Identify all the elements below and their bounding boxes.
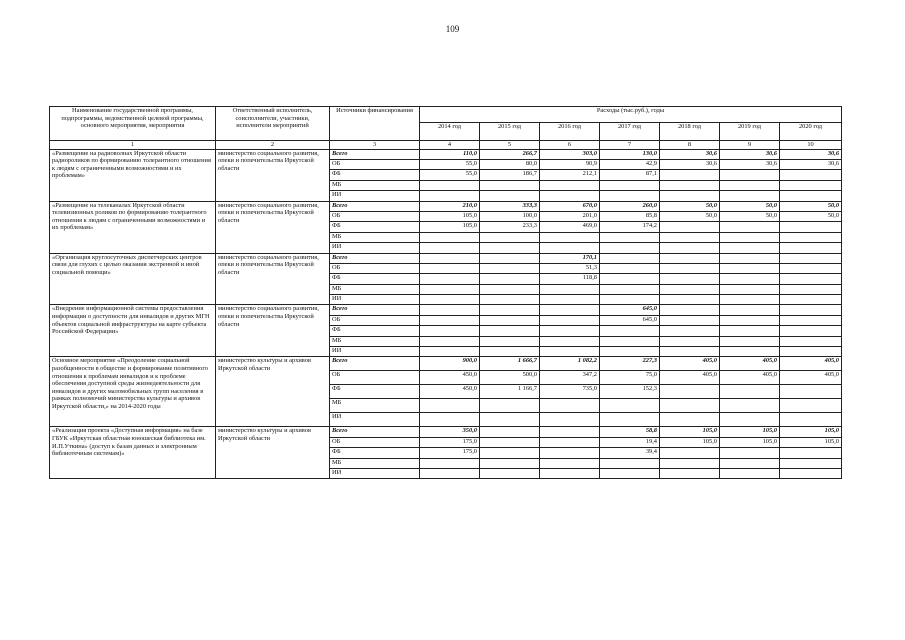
expense-value: 266,7: [480, 149, 540, 159]
expense-value: 90,9: [540, 159, 600, 169]
expense-value: [600, 347, 660, 357]
funding-source: ОБ: [330, 371, 420, 385]
expense-value: [780, 468, 842, 478]
expense-value: [540, 427, 600, 437]
funding-source: ОБ: [330, 263, 420, 273]
expense-value: [420, 347, 480, 357]
expense-value: [600, 399, 660, 413]
expense-value: [600, 468, 660, 478]
expense-value: [420, 468, 480, 478]
funding-source: МБ: [330, 458, 420, 468]
page-number: 109: [445, 24, 460, 34]
funding-source: МБ: [330, 399, 420, 413]
expense-value: [660, 385, 720, 399]
funding-source: ИИ: [330, 295, 420, 305]
expense-value: [720, 326, 780, 336]
responsible-executor: министерство культуры и архивов Иркутской области: [216, 427, 330, 479]
expense-value: [780, 295, 842, 305]
expense-value: 50,0: [720, 211, 780, 221]
expense-value: [660, 170, 720, 180]
expense-value: 174,2: [600, 222, 660, 232]
funding-source: ФБ: [330, 274, 420, 284]
expense-value: 212,1: [540, 170, 600, 180]
expense-value: 233,3: [480, 222, 540, 232]
expense-value: [600, 243, 660, 253]
expense-value: 405,0: [780, 357, 842, 371]
table-row-total: [50, 253, 842, 263]
expense-value: [480, 274, 540, 284]
expense-value: 405,0: [720, 357, 780, 371]
funding-source: ИИ: [330, 347, 420, 357]
column-number: 3: [330, 141, 420, 150]
column-number: 2: [216, 141, 330, 150]
expense-value: [720, 170, 780, 180]
funding-source: ФБ: [330, 222, 420, 232]
header-year: 2014 год: [420, 123, 480, 141]
expense-value: [480, 437, 540, 447]
expense-value: [720, 263, 780, 273]
expense-value: [660, 274, 720, 284]
expense-value: 75,0: [600, 371, 660, 385]
funding-source: Всего: [330, 427, 420, 437]
expense-value: 1 082,2: [540, 357, 600, 371]
expense-value: [420, 284, 480, 294]
expense-value: [540, 458, 600, 468]
expense-value: [600, 180, 660, 190]
expense-value: [660, 284, 720, 294]
expense-value: 303,0: [540, 149, 600, 159]
expense-value: 450,0: [420, 371, 480, 385]
expense-value: [480, 253, 540, 263]
expense-value: 1 666,7: [480, 357, 540, 371]
expense-value: 50,0: [780, 211, 842, 221]
funding-source: ОБ: [330, 437, 420, 447]
expense-value: [660, 305, 720, 315]
funding-source: МБ: [330, 180, 420, 190]
expense-value: [720, 458, 780, 468]
expense-value: [600, 263, 660, 273]
responsible-executor: министерство социального развития, опеки и попечительства Иркутской области: [216, 253, 330, 305]
expense-value: 469,0: [540, 222, 600, 232]
column-number: 5: [480, 141, 540, 150]
expense-value: 405,0: [660, 371, 720, 385]
expense-value: 118,8: [540, 274, 600, 284]
program-name: «Размещение на радиоволнах Иркутской области радиороликов по формированию толерантного отношения к людям с ограниченными возможностями и их проблемам»: [50, 149, 216, 201]
funding-source: ОБ: [330, 315, 420, 325]
column-number: 10: [780, 141, 842, 150]
expense-value: [540, 399, 600, 413]
expense-value: [540, 326, 600, 336]
expense-value: [720, 253, 780, 263]
expense-value: [660, 413, 720, 427]
funding-source: ФБ: [330, 385, 420, 399]
program-name: «Организация круглосуточных диспетчерских центров связи для глухих с целью оказания экстренной и иной социальной помощи»: [50, 253, 216, 305]
expense-value: [660, 458, 720, 468]
expense-value: [480, 347, 540, 357]
funding-source: Всего: [330, 253, 420, 263]
funding-source: ФБ: [330, 326, 420, 336]
expense-value: [600, 274, 660, 284]
expense-value: 130,0: [600, 149, 660, 159]
expense-value: [780, 180, 842, 190]
expense-value: [780, 191, 842, 201]
expense-value: 30,6: [780, 159, 842, 169]
expense-value: [420, 399, 480, 413]
expense-value: 105,0: [660, 427, 720, 437]
expense-value: 30,6: [780, 149, 842, 159]
expense-value: [660, 315, 720, 325]
expense-value: [720, 222, 780, 232]
expense-value: [480, 399, 540, 413]
expense-value: [600, 295, 660, 305]
expense-value: [780, 315, 842, 325]
funding-source: ОБ: [330, 211, 420, 221]
expense-value: [420, 413, 480, 427]
expense-value: 58,8: [600, 427, 660, 437]
expense-value: [420, 180, 480, 190]
expense-value: 186,7: [480, 170, 540, 180]
expense-value: [720, 336, 780, 346]
expense-value: 50,0: [780, 201, 842, 211]
table-row-total: [50, 357, 842, 371]
table-row-total: [50, 305, 842, 315]
expense-value: 30,6: [660, 159, 720, 169]
funding-source: МБ: [330, 284, 420, 294]
expense-value: 347,2: [540, 371, 600, 385]
funding-source: Всего: [330, 149, 420, 159]
expense-value: [540, 347, 600, 357]
expense-value: 50,0: [660, 211, 720, 221]
expense-value: [540, 243, 600, 253]
program-name: Основное мероприятие «Преодоление социальной разобщенности в обществе и формирование позитивного отношения к проблемам инвалидов и к проблеме обеспечения доступной среды жизнедеятельности для инвалидов и других маломобильных групп населения в рамках полномочий министерства культуры и архивов Иркутской области,» на 2014-2020 годы: [50, 357, 216, 427]
expense-value: 405,0: [720, 371, 780, 385]
expense-value: 670,0: [540, 201, 600, 211]
expense-value: 105,0: [420, 211, 480, 221]
expense-value: [720, 191, 780, 201]
expense-value: 210,0: [420, 201, 480, 211]
expense-value: [420, 336, 480, 346]
expense-value: [780, 385, 842, 399]
expense-value: 405,0: [660, 357, 720, 371]
responsible-executor: министерство социального развития, опеки и попечительства Иркутской области: [216, 305, 330, 357]
expense-value: [600, 326, 660, 336]
header-program-name: Наименование государственной программы, подпрограммы, ведомственной целевой программы, основного мероприятия, мероприятия: [50, 107, 216, 141]
table-row-total: [50, 149, 842, 159]
expense-value: [480, 413, 540, 427]
expense-value: [480, 191, 540, 201]
expense-value: 333,3: [480, 201, 540, 211]
funding-source: Всего: [330, 305, 420, 315]
expense-value: [720, 305, 780, 315]
expense-value: [420, 326, 480, 336]
responsible-executor: министерство социального развития, опеки и попечительства Иркутской области: [216, 149, 330, 201]
expense-value: 105,0: [660, 437, 720, 447]
expense-value: [780, 263, 842, 273]
expense-value: 1 166,7: [480, 385, 540, 399]
responsible-executor: министерство социального развития, опеки и попечительства Иркутской области: [216, 201, 330, 253]
expense-value: 42,9: [600, 159, 660, 169]
expense-value: 30,6: [720, 149, 780, 159]
expense-value: [780, 305, 842, 315]
expense-value: 55,0: [420, 159, 480, 169]
expense-value: [720, 284, 780, 294]
responsible-executor: министерство культуры и архивов Иркутской области: [216, 357, 330, 427]
program-name: «Размещение на телеканалах Иркутской области телевизионных роликов по формированию толерантного отношения к людям с ограниченными возможностями и их проблемам»: [50, 201, 216, 253]
expense-value: 30,6: [720, 159, 780, 169]
expense-value: [720, 274, 780, 284]
funding-source: ФБ: [330, 448, 420, 458]
header-expenses: Расходы (тыс.руб.), годы: [420, 107, 842, 123]
expense-value: 105,0: [720, 437, 780, 447]
header-year: 2019 год: [720, 123, 780, 141]
expense-value: [480, 458, 540, 468]
expense-value: [660, 253, 720, 263]
expense-value: 175,0: [420, 448, 480, 458]
expense-value: [780, 413, 842, 427]
expense-value: 51,3: [540, 263, 600, 273]
header-funding-source: Источники финансирования: [330, 107, 420, 141]
expense-value: 645,0: [600, 315, 660, 325]
expense-value: [420, 274, 480, 284]
expense-value: [540, 295, 600, 305]
expense-value: 105,0: [420, 222, 480, 232]
expense-value: [420, 315, 480, 325]
expense-value: [600, 191, 660, 201]
expense-value: [660, 468, 720, 478]
budget-table-body: [50, 149, 842, 479]
expense-value: 500,0: [480, 371, 540, 385]
expense-value: 30,6: [660, 149, 720, 159]
expense-value: [780, 274, 842, 284]
expense-value: [420, 305, 480, 315]
header-year: 2018 год: [660, 123, 720, 141]
expense-value: [720, 413, 780, 427]
expense-value: [480, 468, 540, 478]
expense-value: [780, 448, 842, 458]
expense-value: [600, 413, 660, 427]
expense-value: 100,0: [480, 211, 540, 221]
expense-value: [420, 191, 480, 201]
expense-value: 85,8: [600, 211, 660, 221]
expense-value: [540, 437, 600, 447]
funding-source: ИИ: [330, 413, 420, 427]
header-year: 2017 год: [600, 123, 660, 141]
expense-value: [780, 347, 842, 357]
expense-value: 39,4: [600, 448, 660, 458]
expense-value: [780, 253, 842, 263]
expense-value: [660, 191, 720, 201]
expense-value: [420, 243, 480, 253]
header-year: 2016 год: [540, 123, 600, 141]
expense-value: 105,0: [720, 427, 780, 437]
expense-value: [660, 336, 720, 346]
expense-value: [660, 326, 720, 336]
expense-value: [600, 232, 660, 242]
expense-value: [720, 243, 780, 253]
expense-value: [720, 385, 780, 399]
expense-value: [540, 413, 600, 427]
expense-value: [780, 232, 842, 242]
funding-source: ФБ: [330, 170, 420, 180]
expense-value: 110,0: [420, 149, 480, 159]
expense-value: 201,0: [540, 211, 600, 221]
expense-value: [780, 243, 842, 253]
expense-value: [720, 399, 780, 413]
header-year: 2015 год: [480, 123, 540, 141]
expense-value: [660, 448, 720, 458]
expense-value: 900,0: [420, 357, 480, 371]
expense-value: [540, 448, 600, 458]
expense-value: [420, 295, 480, 305]
expense-value: [540, 284, 600, 294]
funding-source: Всего: [330, 357, 420, 371]
expense-value: [420, 232, 480, 242]
expense-value: 260,0: [600, 201, 660, 211]
program-name: «Внедрение информационной системы предоставления информации о доступности для инвалидов и других МГН объектов социальной инфраструктуры на карте субъекта Российской Федерации»: [50, 305, 216, 357]
expense-value: [600, 458, 660, 468]
expense-value: [480, 448, 540, 458]
expense-value: [480, 263, 540, 273]
expense-value: [540, 336, 600, 346]
expense-value: [660, 243, 720, 253]
expense-value: 55,0: [420, 170, 480, 180]
expense-value: [660, 295, 720, 305]
expense-value: [780, 170, 842, 180]
expense-value: [480, 427, 540, 437]
expense-value: [540, 232, 600, 242]
expense-value: 152,3: [600, 385, 660, 399]
expense-value: [780, 336, 842, 346]
funding-source: ИИ: [330, 468, 420, 478]
budget-table: [49, 106, 842, 479]
expense-value: [720, 232, 780, 242]
expense-value: [720, 468, 780, 478]
expense-value: [780, 399, 842, 413]
column-number: 7: [600, 141, 660, 150]
expense-value: 19,4: [600, 437, 660, 447]
expense-value: [480, 295, 540, 305]
expense-value: [540, 468, 600, 478]
expense-value: [660, 222, 720, 232]
expense-value: [720, 448, 780, 458]
table-row-total: [50, 427, 842, 437]
funding-source: ИИ: [330, 243, 420, 253]
funding-source: ИИ: [330, 191, 420, 201]
expense-value: 105,0: [780, 437, 842, 447]
expense-value: [480, 243, 540, 253]
expense-value: [480, 315, 540, 325]
expense-value: [600, 336, 660, 346]
expense-value: [480, 326, 540, 336]
expense-value: [720, 180, 780, 190]
expense-value: [480, 284, 540, 294]
expense-value: [420, 458, 480, 468]
expense-value: [480, 336, 540, 346]
expense-value: 735,0: [540, 385, 600, 399]
table-row-total: [50, 201, 842, 211]
funding-source: МБ: [330, 232, 420, 242]
expense-value: 405,0: [780, 371, 842, 385]
expense-value: [660, 399, 720, 413]
expense-value: [780, 222, 842, 232]
expense-value: 50,0: [660, 201, 720, 211]
expense-value: [480, 180, 540, 190]
expense-value: 227,3: [600, 357, 660, 371]
expense-value: [420, 253, 480, 263]
column-number: 1: [50, 141, 216, 150]
funding-source: Всего: [330, 201, 420, 211]
expense-value: 170,1: [540, 253, 600, 263]
expense-value: [780, 284, 842, 294]
expense-value: 80,0: [480, 159, 540, 169]
column-numbers-row: [50, 141, 842, 150]
expense-value: [600, 253, 660, 263]
funding-source: МБ: [330, 336, 420, 346]
expense-value: [540, 305, 600, 315]
expense-value: [660, 180, 720, 190]
header-year: 2020 год: [780, 123, 842, 141]
expense-value: 450,0: [420, 385, 480, 399]
expense-value: [660, 232, 720, 242]
column-number: 4: [420, 141, 480, 150]
expense-value: [480, 232, 540, 242]
expense-value: 645,0: [600, 305, 660, 315]
expense-value: [420, 263, 480, 273]
expense-value: [540, 180, 600, 190]
column-number: 8: [660, 141, 720, 150]
expense-value: 105,0: [780, 427, 842, 437]
program-name: «Реализация проекта «Доступная информация» на базе ГБУК «Иркутская областная юношеская библиотека им. И.П.Уткина» (доступ к базам данных и электронным библиотечным системам)»: [50, 427, 216, 479]
expense-value: [480, 305, 540, 315]
expense-value: [720, 295, 780, 305]
funding-source: ОБ: [330, 159, 420, 169]
column-number: 9: [720, 141, 780, 150]
header-responsible: Ответственный исполнитель, соисполнители, участники, исполнители мероприятий: [216, 107, 330, 141]
expense-value: [540, 191, 600, 201]
expense-value: 87,1: [600, 170, 660, 180]
expense-value: [660, 263, 720, 273]
expense-value: [660, 347, 720, 357]
expense-value: [540, 315, 600, 325]
expense-value: [780, 326, 842, 336]
column-number: 6: [540, 141, 600, 150]
expense-value: [720, 315, 780, 325]
expense-value: [780, 458, 842, 468]
expense-value: [720, 347, 780, 357]
expense-value: [600, 284, 660, 294]
expense-value: 350,0: [420, 427, 480, 437]
expense-value: 175,0: [420, 437, 480, 447]
expense-value: 50,0: [720, 201, 780, 211]
